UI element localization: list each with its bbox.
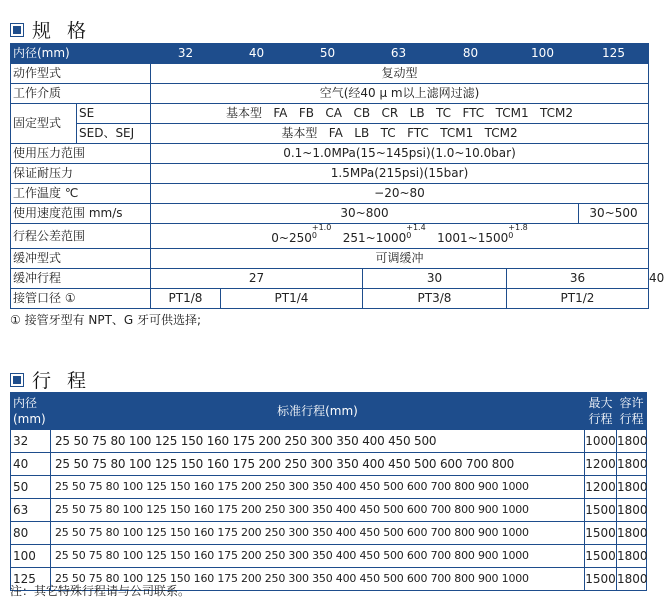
row-max: 1000: [585, 430, 617, 453]
row-value: PT1/8: [151, 289, 221, 309]
bore-100: 100: [507, 44, 579, 64]
spec-header-row: [11, 44, 649, 64]
bore-40: 40: [221, 44, 293, 64]
stroke-max-header: 最大 行程: [585, 393, 617, 430]
tol-sup-1: +1.0 0: [311, 223, 332, 240]
bore-63: 63: [363, 44, 435, 64]
table-row: [11, 430, 647, 453]
row-value: PT3/8: [363, 289, 507, 309]
row-bore: 50: [11, 476, 51, 499]
row-std: 25 50 75 80 100 125 150 160 175 200 250 300 350 400 450 500 600 700 800 900 1000: [51, 522, 585, 545]
spec-section-heading: [10, 16, 91, 43]
row-bore: 125: [11, 568, 51, 591]
row-value: 基本型 FA LB TC FTC TCM1 TCM2: [151, 124, 649, 144]
spec-row-port: [11, 289, 649, 309]
tolerance-value: [151, 224, 649, 249]
spec-row-temp: [11, 184, 649, 204]
square-bullet-icon: [10, 373, 24, 387]
table-row: [11, 545, 647, 568]
stroke-header-row: [11, 393, 647, 430]
row-bore: 40: [11, 453, 51, 476]
row-max: 1200: [585, 453, 617, 476]
row-value: 30~800: [151, 204, 579, 224]
row-bore: 80: [11, 522, 51, 545]
stroke-section-heading: [10, 366, 91, 393]
row-std: 25 50 75 80 100 125 150 160 175 200 250 300 350 400 450 500 600 700 800 900 1000: [51, 499, 585, 522]
row-value: 复动型: [151, 64, 649, 84]
row-value: 可调缓冲: [151, 249, 649, 269]
bore-header: 内径(mm): [11, 44, 151, 64]
mount-sed-label: SED、SEJ: [77, 124, 151, 144]
row-value: −20~80: [151, 184, 649, 204]
row-std: 25 50 75 80 100 125 150 160 175 200 250 300 350 400 450 500 600 700 800 900 1000: [51, 568, 585, 591]
row-value: 36: [507, 269, 649, 289]
row-label: 保证耐压力: [11, 164, 151, 184]
row-allow: 1800: [617, 545, 647, 568]
row-allow: 1800: [617, 453, 647, 476]
bore-50: 50: [293, 44, 363, 64]
table-row: [11, 522, 647, 545]
row-bore: 32: [11, 430, 51, 453]
table-row: [11, 499, 647, 522]
row-std: 25 50 75 80 100 125 150 160 175 200 250 300 350 400 450 500 600 700 800: [51, 453, 585, 476]
bore-125: 125: [579, 44, 649, 64]
mount-se-label: SE: [77, 104, 151, 124]
table-row: [11, 476, 647, 499]
tol-range-3: 1001~1500: [437, 231, 509, 245]
row-value: 0.1~1.0MPa(15~145psi)(1.0~10.0bar): [151, 144, 649, 164]
row-value: PT1/2: [507, 289, 649, 309]
row-max: 1500: [585, 568, 617, 591]
bore-80: 80: [435, 44, 507, 64]
stroke-table: [10, 392, 647, 591]
row-label: 工作温度 ℃: [11, 184, 151, 204]
row-allow: 1800: [617, 568, 647, 591]
spec-row-proof: [11, 164, 649, 184]
spec-row-mount-se: [11, 104, 649, 124]
row-bore: 63: [11, 499, 51, 522]
row-label: 缓冲行程: [11, 269, 151, 289]
row-label: 使用压力范围: [11, 144, 151, 164]
tol-sup-2: +1.4 0: [406, 223, 426, 240]
spec-row-pressure: [11, 144, 649, 164]
spec-note: ① 接管牙型有 NPT、G 牙可供选择;: [10, 313, 202, 327]
spec-row-tolerance: [11, 224, 649, 249]
row-label: 固定型式: [11, 104, 77, 144]
spec-row-mount-sed: [11, 124, 649, 144]
stroke-std-header: 标准行程(mm): [51, 393, 585, 430]
row-value: 空气(经40 μ m以上滤网过滤): [151, 84, 649, 104]
row-std: 25 50 75 80 100 125 150 160 175 200 250 300 350 400 450 500 600 700 800 900 1000: [51, 476, 585, 499]
row-label: 动作型式: [11, 64, 151, 84]
row-label: 使用速度范围 mm/s: [11, 204, 151, 224]
spec-table: [10, 43, 664, 309]
row-label: 工作介质: [11, 84, 151, 104]
row-value: 30: [363, 269, 507, 289]
spec-title: 规 格: [32, 20, 92, 42]
row-label: 接管口径 ①: [11, 289, 151, 309]
row-value: 基本型 FA FB CA CB CR LB TC FTC TCM1 TCM2: [151, 104, 649, 124]
row-allow: 1800: [617, 522, 647, 545]
row-max: 1500: [585, 522, 617, 545]
row-max: 1200: [585, 476, 617, 499]
spec-row-medium: [11, 84, 649, 104]
stroke-note: 注：其它特殊行程请与公司联系。: [10, 584, 191, 598]
row-std: 25 50 75 80 100 125 150 160 175 200 250 300 350 400 450 500 600 700 800 900 1000: [51, 545, 585, 568]
row-allow: 1800: [617, 430, 647, 453]
spec-row-cushion-stroke: 缓冲行程 27 30 36 40: [11, 269, 649, 289]
row-allow: 1800: [617, 499, 647, 522]
spec-row-speed: [11, 204, 649, 224]
row-bore: 100: [11, 545, 51, 568]
row-max: 1500: [585, 499, 617, 522]
bore-32: 32: [151, 44, 221, 64]
square-bullet-icon: [10, 23, 24, 37]
row-value: 30~500: [579, 204, 649, 224]
stroke-bore-header: 内径 (mm): [11, 393, 51, 430]
tol-sup-3: +1.8 0: [508, 223, 528, 240]
row-value: 27: [151, 269, 363, 289]
row-value: 1.5MPa(215psi)(15bar): [151, 164, 649, 184]
row-label: 缓冲型式: [11, 249, 151, 269]
tol-range-1: 0~250: [271, 231, 312, 245]
stroke-title: 行 程: [32, 370, 92, 392]
table-row: [11, 453, 647, 476]
tol-range-2: 251~1000: [342, 231, 407, 245]
row-allow: 1800: [617, 476, 647, 499]
row-label: 行程公差范围: [11, 224, 151, 249]
row-max: 1500: [585, 545, 617, 568]
row-value: PT1/4: [221, 289, 363, 309]
spec-row-action: [11, 64, 649, 84]
row-std: 25 50 75 80 100 125 150 160 175 200 250 300 350 400 450 500: [51, 430, 585, 453]
stroke-allow-header: 容许 行程: [617, 393, 647, 430]
spec-row-cushion: [11, 249, 649, 269]
